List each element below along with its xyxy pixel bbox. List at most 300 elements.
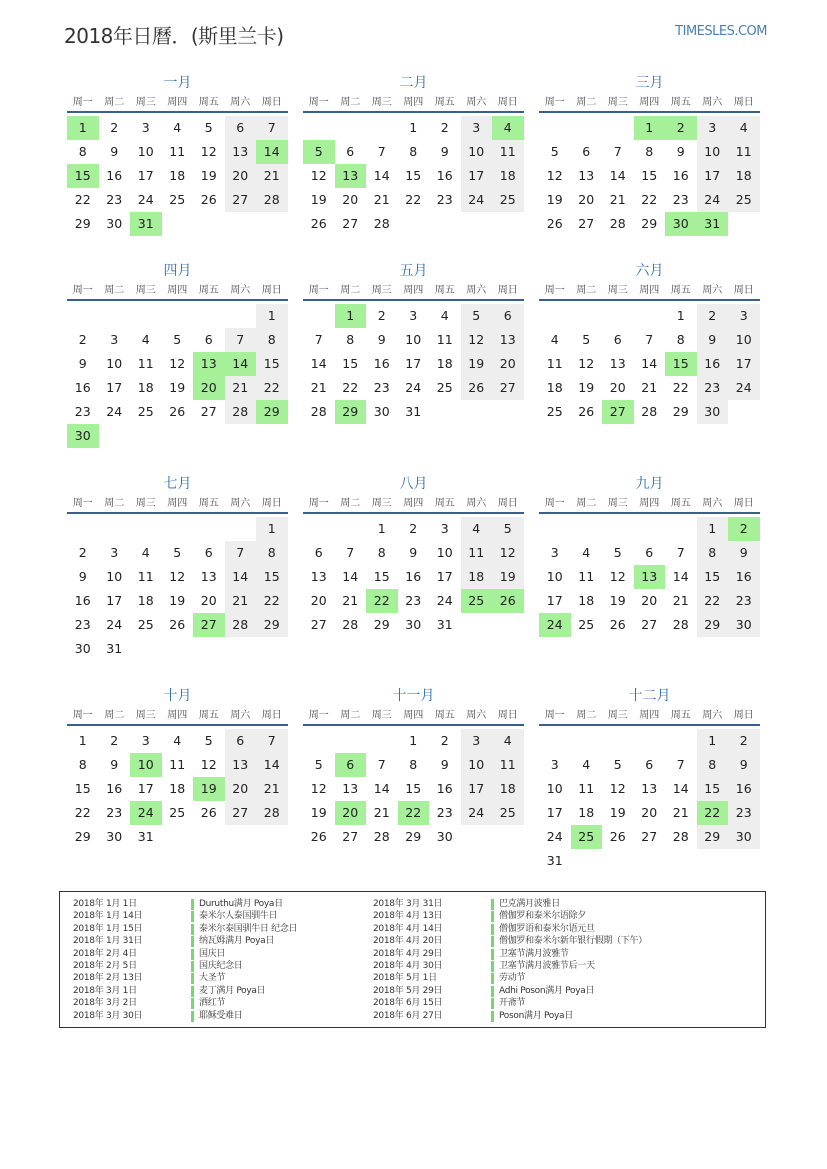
day-cell: 22 — [256, 376, 288, 400]
weekday-label: 周六 — [702, 498, 723, 509]
day-cell: 6 — [225, 729, 257, 753]
day-cell: 15 — [256, 352, 288, 376]
weekday-label: 周五 — [670, 285, 691, 296]
day-cell: 5 — [173, 332, 182, 347]
month-name: 六月 — [635, 263, 664, 279]
day-cell: 21 — [672, 593, 689, 608]
day-cell: 15 — [641, 168, 658, 183]
holiday-marker — [491, 973, 494, 984]
day-cell: 6 — [314, 545, 323, 560]
day-cell: 18 — [137, 380, 154, 395]
day-cell: 19 — [169, 380, 186, 395]
holiday-day-cell: 14 — [256, 140, 288, 164]
month-name: 九月 — [635, 476, 664, 492]
day-cell: 22 — [256, 589, 288, 613]
weekday-label: 周二 — [340, 498, 361, 509]
month-name: 二月 — [399, 75, 428, 91]
day-cell: 3 — [409, 308, 418, 323]
weekday-label: 周六 — [466, 285, 487, 296]
day-cell: 3 — [440, 521, 449, 536]
weekday-label: 周日 — [261, 710, 282, 721]
day-cell: 6 — [225, 116, 257, 140]
day-cell: 21 — [256, 777, 288, 801]
day-cell: 16 — [728, 777, 760, 801]
day-cell: 20 — [578, 192, 595, 207]
day-cell: 24 — [697, 188, 729, 212]
day-cell: 21 — [225, 589, 257, 613]
holiday-name: 卫塞节满月波雅节 — [499, 948, 569, 959]
month-6 — [539, 262, 760, 457]
holiday-marker — [191, 924, 194, 935]
day-cell: 20 — [641, 805, 658, 820]
holiday-date: 2018年 1月 1日 — [73, 899, 137, 909]
day-cell: 26 — [310, 829, 327, 844]
day-cell: 12 — [578, 356, 595, 371]
day-cell: 25 — [436, 380, 453, 395]
day-cell: 16 — [697, 352, 729, 376]
day-cell: 16 — [436, 168, 453, 183]
weekday-label: 周二 — [576, 710, 597, 721]
day-cell: 4 — [550, 332, 559, 347]
holiday-date: 2018年 1月 14日 — [73, 911, 143, 922]
day-cell: 21 — [225, 376, 257, 400]
day-cell: 24 — [461, 801, 493, 825]
holiday-date: 2018年 3月 2日 — [73, 998, 137, 1009]
holiday-name: 僧伽罗和泰米尔新年银行假期（下午） — [499, 936, 647, 947]
day-cell: 7 — [377, 144, 386, 159]
day-cell: 28 — [609, 216, 626, 231]
weekday-label: 周六 — [466, 97, 487, 108]
holiday-name: 大圣节 — [199, 973, 226, 984]
holiday-day-cell: 13 — [634, 565, 666, 589]
day-cell: 3 — [110, 545, 119, 560]
day-cell: 19 — [609, 805, 626, 820]
day-cell: 21 — [609, 192, 626, 207]
day-cell: 16 — [106, 781, 123, 796]
day-cell: 17 — [546, 593, 563, 608]
day-cell: 17 — [436, 569, 453, 584]
day-cell: 23 — [436, 805, 453, 820]
day-cell: 6 — [582, 144, 591, 159]
day-cell: 29 — [256, 613, 288, 637]
day-cell: 12 — [310, 781, 327, 796]
day-cell: 25 — [578, 617, 595, 632]
day-cell: 18 — [137, 593, 154, 608]
day-cell: 12 — [609, 781, 626, 796]
weekday-label: 周二 — [104, 285, 125, 296]
holiday-name: 泰米尔泰国驯牛日 纪念日 — [199, 923, 298, 934]
day-cell: 15 — [342, 356, 359, 371]
day-cell: 20 — [225, 777, 257, 801]
day-cell: 27 — [641, 617, 658, 632]
holiday-day-cell: 30 — [665, 212, 697, 236]
day-cell: 30 — [373, 404, 390, 419]
holiday-date: 2018年 3月 30日 — [73, 1010, 143, 1021]
day-cell: 24 — [728, 376, 760, 400]
day-cell: 9 — [676, 144, 685, 159]
day-cell: 11 — [546, 356, 563, 371]
day-cell: 11 — [728, 140, 760, 164]
holiday-day-cell: 10 — [130, 753, 162, 777]
day-cell: 25 — [169, 805, 186, 820]
day-cell: 14 — [225, 565, 257, 589]
day-cell: 26 — [461, 376, 493, 400]
day-cell: 5 — [461, 304, 493, 328]
day-cell: 15 — [74, 781, 91, 796]
weekday-label: 周二 — [340, 285, 361, 296]
holiday-day-cell: 25 — [461, 589, 493, 613]
holiday-day-cell: 1 — [634, 116, 666, 140]
day-cell: 9 — [110, 144, 119, 159]
day-cell: 29 — [74, 216, 91, 231]
weekday-label: 周日 — [261, 285, 282, 296]
day-cell: 29 — [405, 829, 422, 844]
day-cell: 10 — [461, 140, 493, 164]
day-cell: 4 — [492, 729, 524, 753]
day-cell: 13 — [578, 168, 595, 183]
holiday-marker — [491, 899, 494, 910]
day-cell: 15 — [697, 777, 729, 801]
day-cell: 30 — [436, 829, 453, 844]
holiday-day-cell: 13 — [335, 164, 367, 188]
weekday-label: 周二 — [104, 97, 125, 108]
holiday-day-cell: 2 — [728, 517, 760, 541]
day-cell: 11 — [578, 569, 595, 584]
day-cell: 8 — [78, 144, 87, 159]
day-cell: 26 — [609, 829, 626, 844]
month-divider — [303, 111, 524, 113]
weekday-label: 周五 — [670, 710, 691, 721]
day-cell: 5 — [173, 545, 182, 560]
day-cell: 26 — [609, 617, 626, 632]
day-cell: 1 — [409, 733, 418, 748]
day-cell: 23 — [106, 805, 123, 820]
holiday-date: 2018年 5月 1日 — [373, 973, 437, 984]
weekday-label: 周日 — [497, 97, 518, 108]
weekday-label: 周五 — [670, 498, 691, 509]
day-cell: 29 — [697, 613, 729, 637]
day-cell: 20 — [200, 593, 217, 608]
holiday-date: 2018年 6月 15日 — [373, 998, 443, 1009]
day-cell: 4 — [141, 545, 150, 560]
day-cell: 28 — [256, 188, 288, 212]
holiday-name: 耶稣受难日 — [199, 1010, 243, 1021]
month-7 — [67, 475, 288, 670]
day-cell: 19 — [609, 593, 626, 608]
day-cell: 3 — [461, 729, 493, 753]
day-cell: 15 — [405, 781, 422, 796]
day-cell: 7 — [676, 757, 685, 772]
day-cell: 17 — [405, 356, 422, 371]
day-cell: 12 — [169, 569, 186, 584]
day-cell: 17 — [697, 164, 729, 188]
day-cell: 14 — [672, 569, 689, 584]
holiday-day-cell: 5 — [303, 140, 335, 164]
day-cell: 2 — [110, 733, 119, 748]
weekday-label: 周六 — [230, 710, 251, 721]
day-cell: 26 — [200, 805, 217, 820]
day-cell: 17 — [106, 593, 123, 608]
holiday-date: 2018年 6月 27日 — [373, 1010, 443, 1021]
weekday-label: 周二 — [104, 498, 125, 509]
holiday-marker — [191, 949, 194, 960]
holiday-day-cell: 27 — [193, 613, 225, 637]
month-9 — [539, 475, 760, 670]
day-cell: 15 — [256, 565, 288, 589]
day-cell: 14 — [609, 168, 626, 183]
holiday-name: Adhi Poson满月 Poya日 — [499, 985, 595, 996]
day-cell: 25 — [546, 404, 563, 419]
day-cell: 22 — [74, 805, 91, 820]
day-cell: 30 — [728, 613, 760, 637]
holiday-name: 泰米尔人泰国驯牛日 — [199, 911, 278, 922]
day-cell: 2 — [78, 545, 87, 560]
day-cell: 25 — [137, 404, 154, 419]
day-cell: 8 — [256, 541, 288, 565]
day-cell: 17 — [106, 380, 123, 395]
day-cell: 13 — [492, 328, 524, 352]
holiday-day-cell: 24 — [539, 613, 571, 637]
holiday-date: 2018年 1月 31日 — [73, 936, 143, 947]
day-cell: 24 — [436, 593, 453, 608]
holiday-day-cell: 24 — [130, 801, 162, 825]
day-cell: 6 — [645, 757, 654, 772]
day-cell: 11 — [137, 569, 154, 584]
day-cell: 27 — [578, 216, 595, 231]
day-cell: 8 — [409, 144, 418, 159]
day-cell: 18 — [578, 593, 595, 608]
weekday-label: 周一 — [544, 285, 565, 296]
holiday-date: 2018年 5月 29日 — [373, 985, 443, 996]
weekday-label: 周五 — [198, 97, 219, 108]
holiday-marker — [191, 936, 194, 947]
day-cell: 7 — [314, 332, 323, 347]
day-cell: 12 — [492, 541, 524, 565]
day-cell: 8 — [697, 753, 729, 777]
day-cell: 22 — [641, 192, 658, 207]
holiday-day-cell: 25 — [571, 825, 603, 849]
holiday-day-cell: 15 — [67, 164, 99, 188]
holiday-name: 卫塞节满月波雅节后一天 — [499, 961, 595, 971]
month-12 — [539, 687, 760, 882]
day-cell: 3 — [550, 545, 559, 560]
weekday-label: 周四 — [167, 97, 188, 108]
day-cell: 28 — [641, 404, 658, 419]
holiday-marker — [491, 961, 494, 972]
holiday-marker — [191, 973, 194, 984]
day-cell: 24 — [546, 829, 563, 844]
holiday-date: 2018年 3月 31日 — [373, 899, 443, 909]
day-cell: 1 — [377, 521, 386, 536]
day-cell: 28 — [225, 613, 257, 637]
holiday-day-cell: 6 — [335, 753, 367, 777]
day-cell: 4 — [582, 757, 591, 772]
holiday-day-cell: 26 — [492, 589, 524, 613]
day-cell: 12 — [546, 168, 563, 183]
day-cell: 13 — [342, 781, 359, 796]
day-cell: 24 — [137, 192, 154, 207]
day-cell: 4 — [440, 308, 449, 323]
holiday-marker — [191, 961, 194, 972]
day-cell: 14 — [373, 168, 390, 183]
weekday-label: 周四 — [403, 498, 424, 509]
day-cell: 12 — [169, 356, 186, 371]
weekday-label: 周五 — [434, 710, 455, 721]
day-cell: 10 — [697, 140, 729, 164]
holiday-date: 2018年 1月 15日 — [73, 923, 143, 934]
holiday-list — [59, 891, 766, 1028]
holiday-marker — [191, 986, 194, 997]
holiday-day-cell: 4 — [492, 116, 524, 140]
weekday-label: 周六 — [702, 710, 723, 721]
day-cell: 31 — [405, 404, 422, 419]
weekday-label: 周三 — [135, 710, 156, 721]
weekday-label: 周三 — [371, 97, 392, 108]
day-cell: 27 — [342, 216, 359, 231]
day-cell: 11 — [169, 757, 186, 772]
day-cell: 19 — [200, 168, 217, 183]
month-name: 五月 — [399, 263, 428, 279]
day-cell: 27 — [225, 801, 257, 825]
holiday-name: 纳瓦姆满月 Poya日 — [199, 936, 275, 947]
day-cell: 23 — [373, 380, 390, 395]
day-cell: 1 — [256, 517, 288, 541]
day-cell: 13 — [310, 569, 327, 584]
holiday-day-cell: 1 — [335, 304, 367, 328]
day-cell: 21 — [672, 805, 689, 820]
day-cell: 18 — [492, 777, 524, 801]
weekday-label: 周三 — [607, 710, 628, 721]
day-cell: 16 — [436, 781, 453, 796]
day-cell: 16 — [373, 356, 390, 371]
holiday-day-cell: 20 — [335, 801, 367, 825]
day-cell: 2 — [110, 120, 119, 135]
day-cell: 3 — [110, 332, 119, 347]
day-cell: 4 — [582, 545, 591, 560]
holiday-day-cell: 2 — [665, 116, 697, 140]
day-cell: 23 — [728, 589, 760, 613]
day-cell: 9 — [78, 569, 87, 584]
day-cell: 1 — [697, 729, 729, 753]
month-11 — [303, 687, 524, 882]
weekday-label: 周六 — [466, 710, 487, 721]
day-cell: 27 — [200, 404, 217, 419]
weekday-label: 周六 — [702, 285, 723, 296]
holiday-day-cell: 13 — [193, 352, 225, 376]
holiday-name: 僧伽罗和泰米尔语除夕 — [499, 911, 587, 922]
holiday-day-cell: 30 — [67, 424, 99, 448]
weekday-label: 周二 — [340, 97, 361, 108]
day-cell: 25 — [492, 801, 524, 825]
day-cell: 11 — [578, 781, 595, 796]
day-cell: 2 — [78, 332, 87, 347]
weekday-label: 周三 — [371, 498, 392, 509]
weekday-label: 周日 — [497, 498, 518, 509]
day-cell: 6 — [645, 545, 654, 560]
day-cell: 14 — [672, 781, 689, 796]
day-cell: 29 — [74, 829, 91, 844]
day-cell: 2 — [377, 308, 386, 323]
day-cell: 28 — [310, 404, 327, 419]
day-cell: 8 — [409, 757, 418, 772]
day-cell: 14 — [256, 753, 288, 777]
holiday-day-cell: 29 — [335, 400, 367, 424]
day-cell: 2 — [697, 304, 729, 328]
day-cell: 9 — [728, 753, 760, 777]
day-cell: 4 — [141, 332, 150, 347]
day-cell: 7 — [225, 541, 257, 565]
day-cell: 10 — [137, 144, 154, 159]
holiday-marker — [191, 998, 194, 1009]
day-cell: 18 — [461, 565, 493, 589]
day-cell: 6 — [492, 304, 524, 328]
day-cell: 6 — [346, 144, 355, 159]
day-cell: 9 — [440, 757, 449, 772]
day-cell: 21 — [310, 380, 327, 395]
day-cell: 12 — [609, 569, 626, 584]
day-cell: 29 — [697, 825, 729, 849]
day-cell: 16 — [405, 569, 422, 584]
weekday-label: 周日 — [733, 97, 754, 108]
day-cell: 30 — [106, 829, 123, 844]
holiday-date: 2018年 4月 30日 — [373, 961, 443, 971]
weekday-label: 周一 — [308, 97, 329, 108]
day-cell: 25 — [492, 188, 524, 212]
page-title: 2018年日曆．(斯里兰卡) — [64, 24, 284, 48]
day-cell: 21 — [342, 593, 359, 608]
weekday-label: 周二 — [576, 97, 597, 108]
day-cell: 18 — [728, 164, 760, 188]
weekday-label: 周五 — [198, 710, 219, 721]
weekday-label: 周四 — [167, 285, 188, 296]
month-2 — [303, 74, 524, 269]
site-link[interactable]: TIMESLES.COM — [675, 24, 767, 39]
day-cell: 29 — [373, 617, 390, 632]
day-cell: 19 — [310, 805, 327, 820]
day-cell: 7 — [256, 729, 288, 753]
weekday-label: 周五 — [670, 97, 691, 108]
holiday-day-cell: 22 — [366, 589, 398, 613]
weekday-label: 周三 — [607, 498, 628, 509]
weekday-label: 周四 — [639, 498, 660, 509]
day-cell: 11 — [461, 541, 493, 565]
day-cell: 24 — [106, 617, 123, 632]
holiday-day-cell: 22 — [398, 801, 430, 825]
weekday-label: 周六 — [230, 285, 251, 296]
day-cell: 17 — [137, 168, 154, 183]
month-name: 三月 — [635, 75, 664, 91]
day-cell: 28 — [672, 617, 689, 632]
weekday-label: 周三 — [371, 710, 392, 721]
day-cell: 21 — [373, 805, 390, 820]
day-cell: 5 — [550, 144, 559, 159]
day-cell: 12 — [461, 328, 493, 352]
day-cell: 1 — [78, 733, 87, 748]
weekday-label: 周日 — [733, 285, 754, 296]
day-cell: 4 — [461, 517, 493, 541]
month-divider — [303, 299, 524, 301]
day-cell: 11 — [436, 332, 453, 347]
day-cell: 24 — [405, 380, 422, 395]
holiday-marker — [491, 949, 494, 960]
day-cell: 25 — [137, 617, 154, 632]
day-cell: 29 — [641, 216, 658, 231]
holiday-marker — [191, 1011, 194, 1022]
weekday-label: 周六 — [230, 498, 251, 509]
day-cell: 22 — [405, 192, 422, 207]
day-cell: 4 — [173, 733, 182, 748]
day-cell: 27 — [225, 188, 257, 212]
